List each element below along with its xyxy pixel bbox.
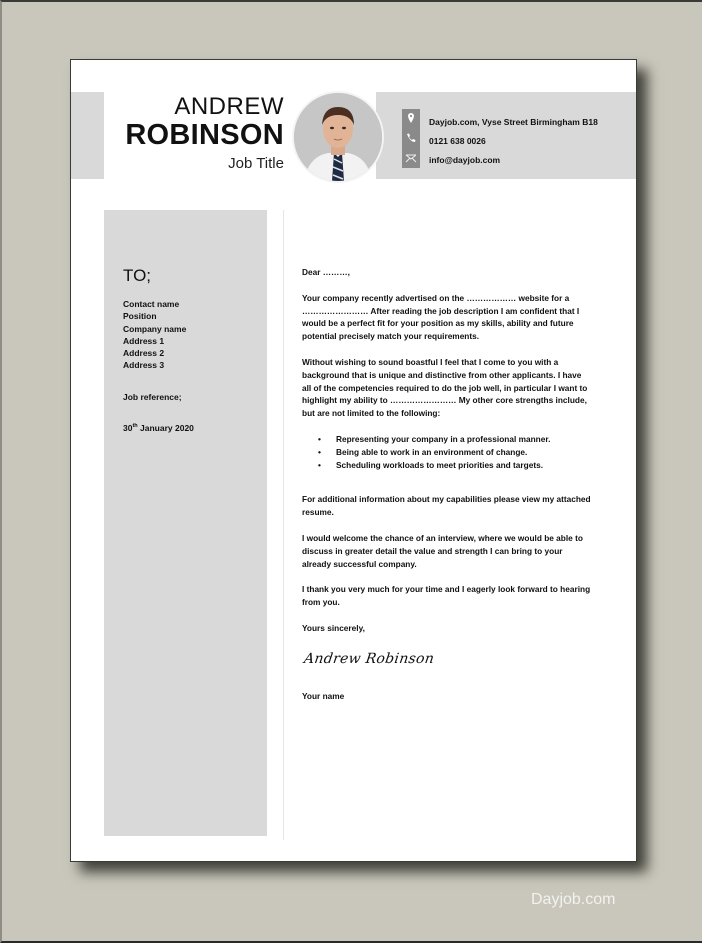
date-day: 30 xyxy=(123,423,133,433)
your-name: Your name xyxy=(302,690,345,701)
paragraph-intro: Your company recently advertised on the ……………… website for a …………………… After reading the job description I am confident that I would be a perfect fit for your position as my skills, ability and future potential precisely match your requirements. xyxy=(302,292,580,342)
header-band-left xyxy=(71,92,104,179)
recipient-sidebar xyxy=(104,210,267,836)
recipient-contact-name: Contact name xyxy=(123,299,180,309)
to-label: TO; xyxy=(123,266,152,285)
recipient-address-1: Address 1 xyxy=(123,335,165,346)
first-name: ANDREW xyxy=(174,93,284,120)
recipient-company-name: Company name xyxy=(123,323,187,334)
column-divider xyxy=(283,210,284,840)
letter-body xyxy=(302,266,592,715)
salutation: Dear ………, xyxy=(302,267,350,277)
profile-photo xyxy=(292,91,384,183)
phone-icon xyxy=(405,132,417,144)
recipient-position: Position xyxy=(123,311,157,322)
signature: Andrew Robinson xyxy=(302,650,436,667)
contact-email[interactable]: info@dayjob.com xyxy=(429,155,501,165)
paragraph-interview: I would welcome the chance of an interview, where we would be able to discuss in greater detail the value and strength I can bring to your already successful company. xyxy=(302,532,583,569)
cover-letter-page xyxy=(70,59,637,862)
recipient-address-3: Address 3 xyxy=(123,360,165,371)
job-title: Job Title xyxy=(228,155,284,172)
name-block xyxy=(125,94,284,175)
location-pin-icon xyxy=(405,112,417,124)
brand-watermark: Dayjob.com xyxy=(531,891,616,908)
sign-off: Yours sincerely, xyxy=(302,622,365,633)
paragraph-strengths: Without wishing to sound boastful I feel that I come to you with a background that is unique and distinctive from other applicants. I have all of the competencies required to do the job well, in particular I want to highlight my ability to …………………… My other core strengths include, but are not limited to the following: xyxy=(302,356,588,419)
job-reference: Job reference; xyxy=(123,392,182,402)
list-item: • Representing your company in a professional manner. xyxy=(336,433,592,446)
recipient-details xyxy=(123,298,186,372)
date-month-year: January 2020 xyxy=(137,423,194,433)
last-name: ROBINSON xyxy=(125,119,284,151)
contact-address: Dayjob.com, Vyse Street Birmingham B18 xyxy=(429,117,598,127)
paragraph-resume: For additional information about my capabilities please view my attached resume. xyxy=(302,494,591,518)
paragraph-thanks: I thank you very much for your time and I eagerly look forward to hearing from you. xyxy=(302,584,591,608)
contact-phone[interactable]: 0121 638 0026 xyxy=(429,136,486,146)
date-suffix: th xyxy=(132,423,138,430)
recipient-address-2: Address 2 xyxy=(123,348,165,359)
strengths-list xyxy=(302,433,592,471)
contact-icon-column xyxy=(402,109,420,168)
list-item: • Being able to work in an environment of change. xyxy=(336,446,592,459)
envelope-icon xyxy=(405,152,417,164)
letter-date xyxy=(123,423,194,433)
list-item: • Scheduling workloads to meet priorities and targets. xyxy=(336,459,592,472)
